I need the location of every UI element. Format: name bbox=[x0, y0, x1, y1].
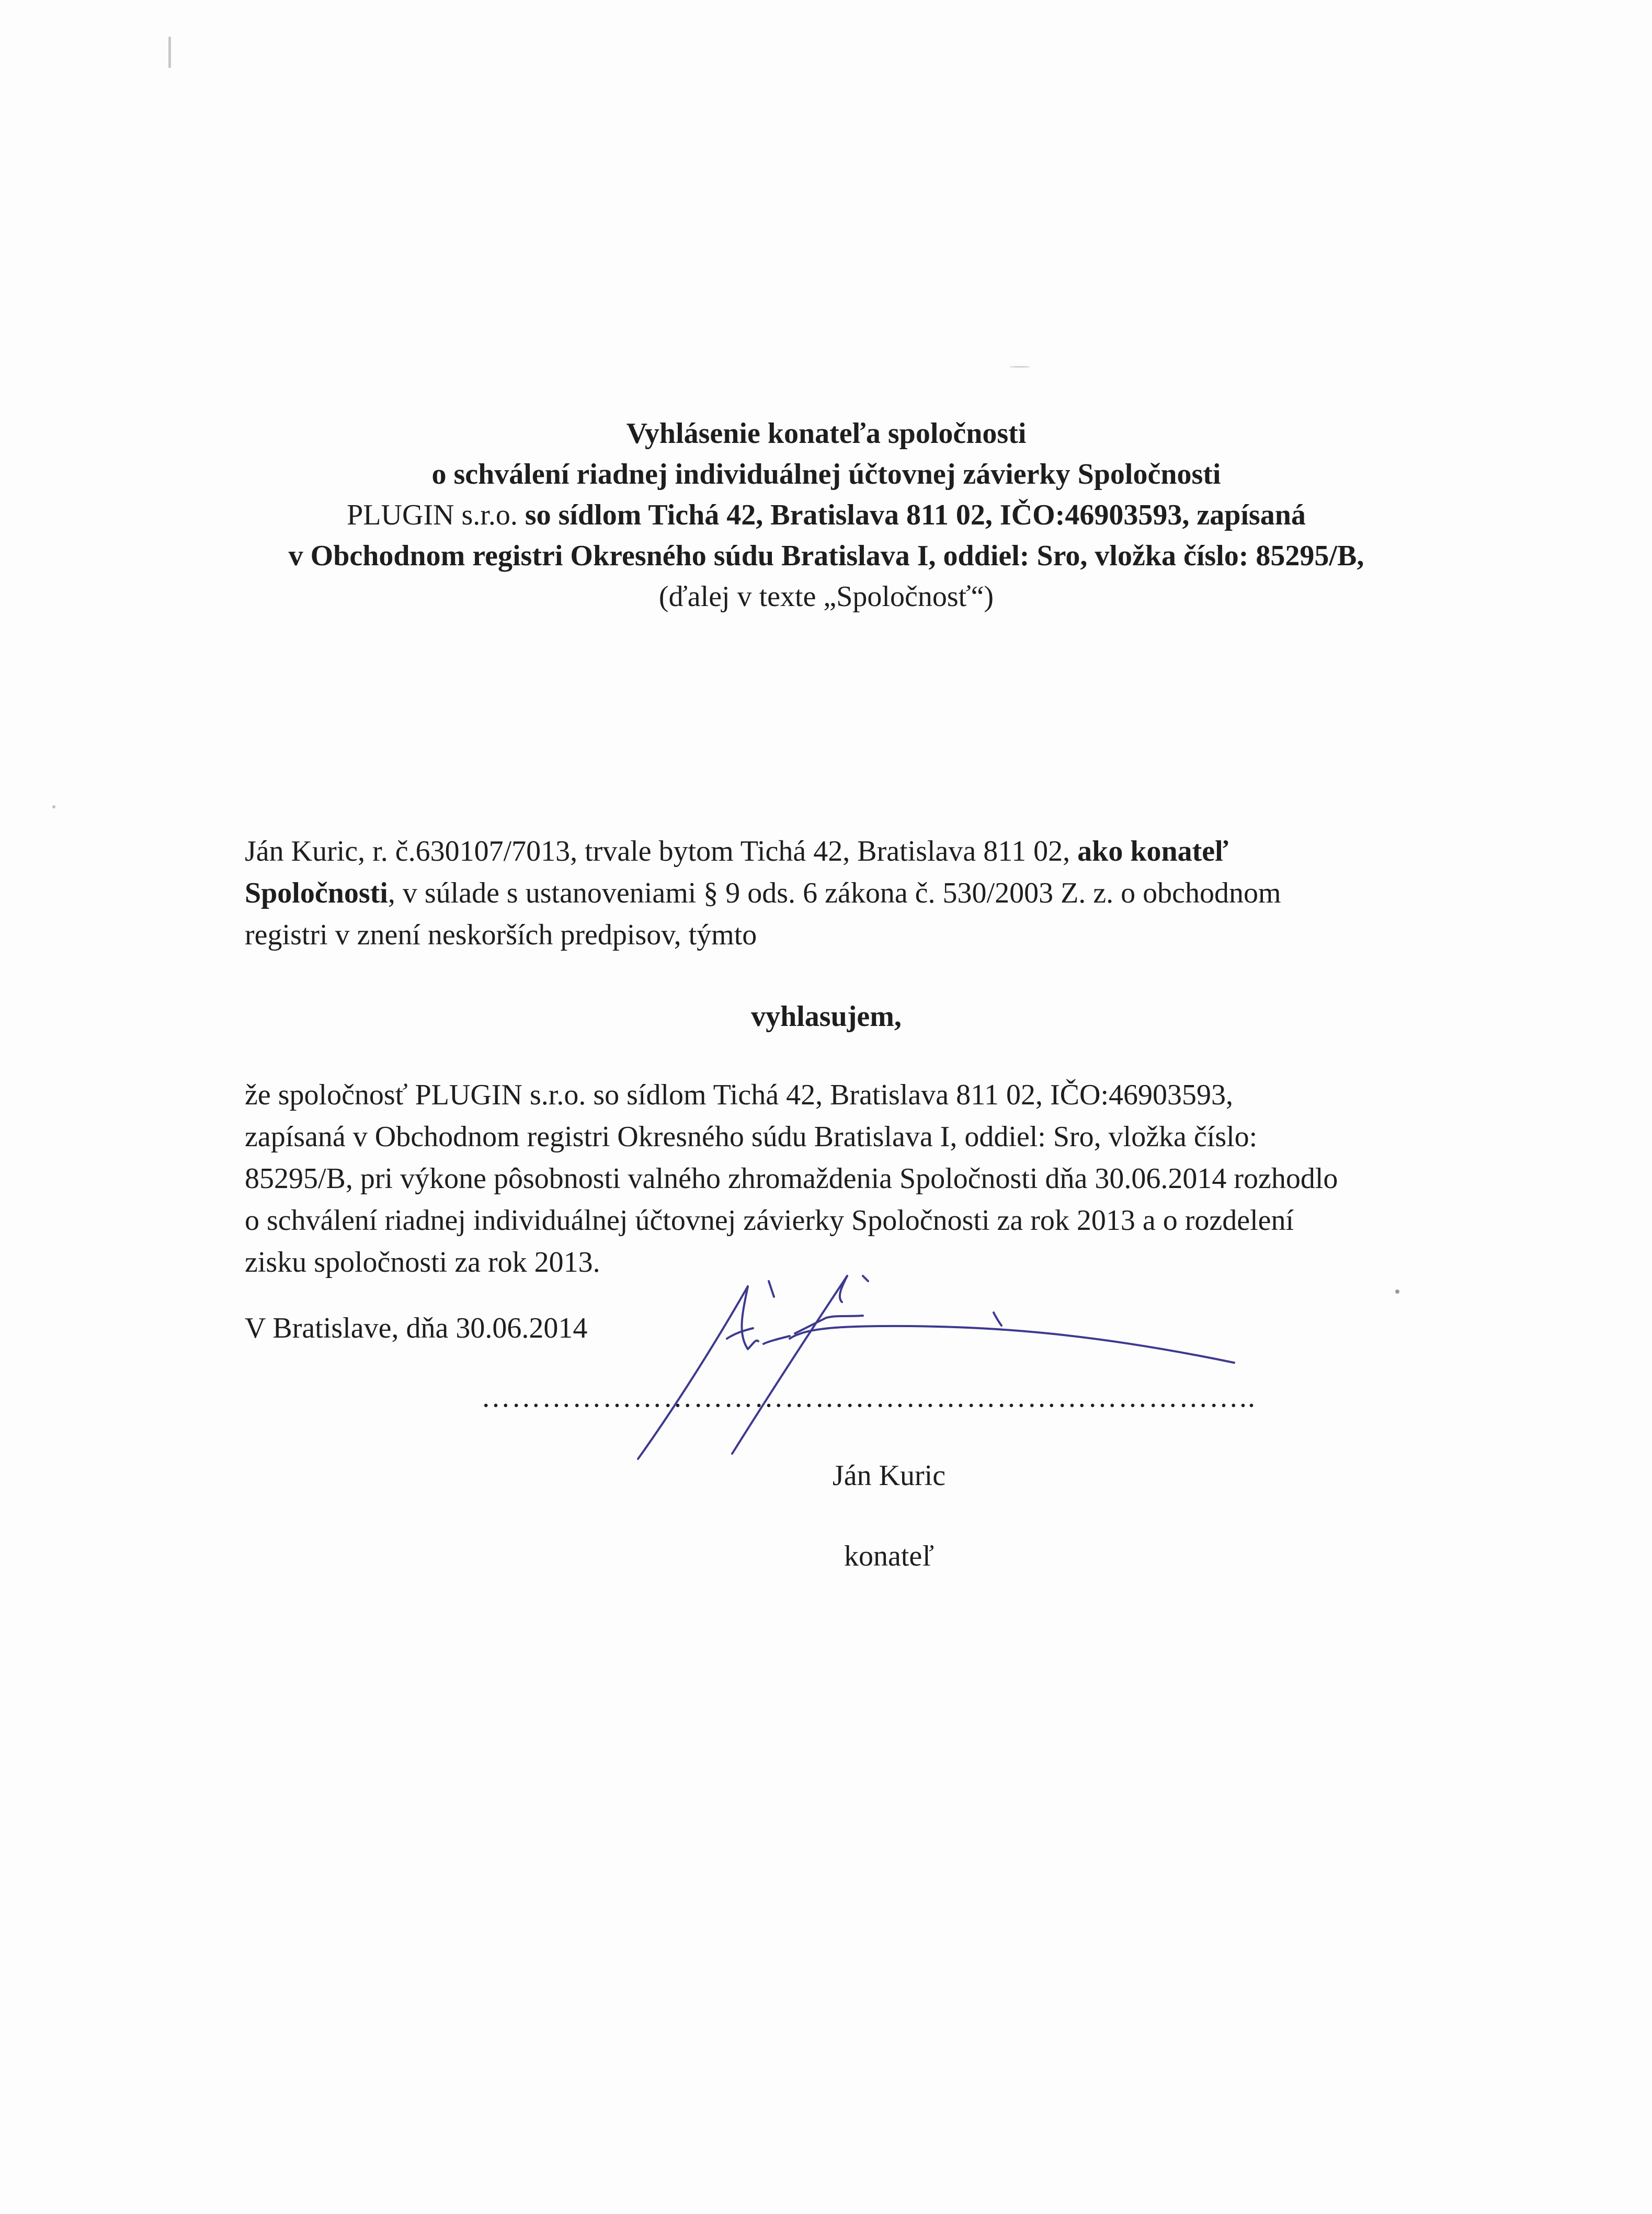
intro-line-1 bbox=[245, 830, 1468, 872]
scan-speck bbox=[168, 37, 171, 68]
title-line-2: o schválení riadnej individuálnej účtovnej závierky Spoločnosti bbox=[431, 458, 1221, 490]
intro-role: ako konateľ bbox=[1077, 835, 1229, 868]
signature-stroke bbox=[764, 1336, 790, 1344]
scan-speck bbox=[1009, 366, 1030, 368]
signature-stroke bbox=[769, 1281, 774, 1297]
signature-stroke bbox=[863, 1276, 868, 1281]
statement-line-1: že spoločnosť PLUGIN s.r.o. so sídlom Tichá 42, Bratislava 811 02, IČO:46903593, bbox=[245, 1079, 1234, 1111]
intro-paragraph bbox=[245, 830, 1468, 956]
declaration-heading: vyhlasujem, bbox=[751, 1000, 902, 1033]
signature-stroke bbox=[727, 1328, 753, 1339]
intro-line-3: registri v znení neskorších predpisov, týmto bbox=[245, 919, 757, 951]
title-line-4: v Obchodnom registri Okresného súdu Bratislava I, oddiel: Sro, vložka číslo: 85295/B, bbox=[288, 540, 1364, 572]
place-and-date: V Bratislave, dňa 30.06.2014 bbox=[245, 1312, 588, 1344]
statement-line-2: zapísaná v Obchodnom registri Okresného súdu Bratislava I, oddiel: Sro, vložka číslo: bbox=[245, 1121, 1258, 1153]
intro-line-2-text: , v súlade s ustanoveniami § 9 ods. 6 zákona č. 530/2003 Z. z. o obchodnom bbox=[388, 877, 1281, 909]
signature-stroke bbox=[732, 1276, 847, 1454]
title-line-3 bbox=[209, 495, 1443, 535]
intro-company-ref: Spoločnosti bbox=[245, 877, 388, 909]
statement-line-3: 85295/B, pri výkone pôsobnosti valného zhromaždenia Spoločnosti dňa 30.06.2014 rozhodlo bbox=[245, 1162, 1338, 1195]
company-address: so sídlom Tichá 42, Bratislava 811 02, IČO:46903593, zapísaná bbox=[525, 499, 1306, 531]
handwritten-signature bbox=[617, 1265, 1255, 1464]
signature-stroke bbox=[742, 1286, 758, 1349]
signature-stroke bbox=[994, 1313, 1001, 1326]
signature-line: ………………………………………………………………….. bbox=[481, 1381, 1256, 1413]
title-line-1: Vyhlásenie konateľa spoločnosti bbox=[626, 417, 1027, 450]
signature-stroke bbox=[638, 1286, 748, 1459]
title-line-5: (ďalej v texte „Spoločnosť“) bbox=[658, 580, 994, 613]
intro-line-2 bbox=[245, 872, 1468, 914]
intro-line-1-text: Ján Kuric, r. č.630107/7013, trvale bytom Tichá 42, Bratislava 811 02, bbox=[245, 835, 1070, 868]
scan-speck bbox=[52, 805, 55, 808]
signature-stroke bbox=[795, 1316, 863, 1333]
document-title bbox=[209, 413, 1443, 617]
scan-speck bbox=[1395, 1289, 1399, 1294]
company-name: PLUGIN s.r.o. bbox=[347, 499, 518, 531]
signer-role: konateľ bbox=[844, 1540, 935, 1572]
signature-stroke bbox=[790, 1326, 1234, 1363]
statement-paragraph bbox=[245, 1074, 1468, 1283]
statement-line-5: zisku spoločnosti za rok 2013. bbox=[245, 1246, 600, 1279]
statement-line-4: o schválení riadnej individuálnej účtovnej závierky Spoločnosti za rok 2013 a o rozdelení bbox=[245, 1204, 1294, 1237]
signer-name: Ján Kuric bbox=[832, 1459, 946, 1492]
